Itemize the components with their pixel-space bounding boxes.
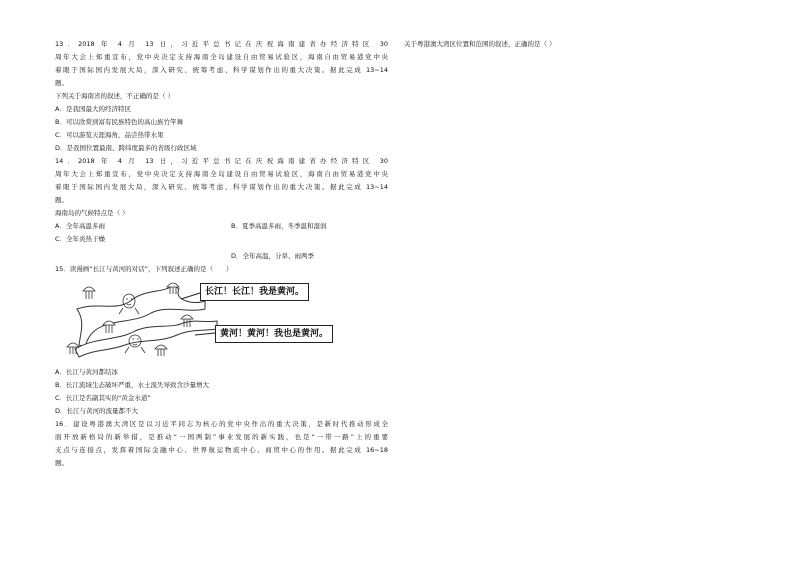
q14-option-d: D．全年高温，分旱、雨两季: [231, 252, 315, 260]
q14-stem-line: 14．2018 年 4 月 13 日，习近平总书记在庆祝海南建省办经济特区 30: [55, 157, 388, 165]
q15-question: 15．读漫画“长江与黄河的对话”，下列叙述正确的是（ ）: [55, 265, 233, 273]
question-14: [55, 155, 388, 263]
q14-stem-line: 着眼于国际国内发展大局，深入研究、统筹考虑、科学谋划作出的重大决策。据此完成 13~14: [55, 183, 388, 191]
q14-question: 海南岛的气候特点是（ ）: [55, 209, 129, 217]
q13-option-a: A．是我国最大的经济特区: [55, 105, 131, 113]
q13-option-b: B．可以欣赏到富有民族特色的高山族竹竿舞: [55, 118, 183, 126]
question-13: [55, 38, 388, 155]
question-16: [55, 418, 388, 470]
q15-option-c: C．长江是名副其实的“黄金水道”: [55, 394, 151, 402]
right-column: [404, 38, 744, 51]
q13-stem-line: 着眼于国际国内发展大局，深入研究、统筹考虑、科学谋划作出的重大决策。据此完成 13~14: [55, 66, 388, 74]
q15-option-a: A．长江与黄河都结冰: [55, 368, 118, 376]
question-15: [55, 263, 388, 418]
q14-stem-line: 题。: [55, 196, 68, 204]
q16-stem-line: 支点与连接点，发挥着国际金融中心、世界航运物流中心、商贸中心的作用。据此完成 16~18: [55, 446, 388, 454]
q14-option-a: A．全年高温多雨: [55, 222, 105, 230]
q14-stem-line: 周年大会上郑重宣布，党中央决定支持海南全岛建设自由贸易试验区，海南自由贸易港党中央: [55, 170, 388, 178]
q15-option-b: B．长江流域生态破坏严重，水土流失导致含沙量增大: [55, 381, 209, 389]
q13-option-c: C．可以游览天涯海角，品尝热带水果: [55, 131, 164, 139]
q13-option-d: D．是我国位置最南、跨纬度最多的省级行政区域: [55, 144, 197, 152]
q14-option-c: C．全年炎热干燥: [55, 235, 106, 243]
q15-option-d: D．长江与黄河的流量都不大: [55, 407, 139, 415]
speech-bubble-yellow-river: 黄河！黄河！我也是黄河。: [215, 325, 333, 343]
q16-stem-line: 题。: [55, 459, 68, 467]
river-dialogue-cartoon: [55, 279, 388, 361]
q14-option-row-ab: [55, 220, 388, 233]
q16-question: 关于粤港澳大湾区位置和范围的叙述，正确的是（ ）: [404, 40, 556, 48]
q14-option-b: B．夏季高温多雨，冬季温和湿润: [231, 222, 327, 230]
q13-stem-line: 周年大会上郑重宣布，党中央决定支持海南全岛建设自由贸易试验区，海南自由贸易港党中央: [55, 53, 388, 61]
bubble-pointer-top: [181, 293, 200, 299]
left-column: [55, 38, 388, 470]
speech-bubble-yangtze: 长江！长江！我是黄河。: [200, 283, 309, 301]
q16-stem-line: 面开放新格局的新举措，是推动“一国两制”事业发展的新实践，也是“一带一路”上的重要: [55, 433, 388, 441]
q13-question: 下列关于海南省的叙述，不正确的是（ ）: [55, 92, 175, 100]
q13-stem-line: 题。: [55, 79, 68, 87]
q16-stem-line: 16．建设粤港澳大湾区是以习近平同志为核心的党中央作出的重大决策，是新时代推动形成全: [55, 420, 388, 428]
bubble-pointer-bottom: [195, 333, 215, 335]
q13-stem-line: 13．2018 年 4 月 13 日，习近平总书记在庆祝海南建省办经济特区 30: [55, 40, 388, 48]
